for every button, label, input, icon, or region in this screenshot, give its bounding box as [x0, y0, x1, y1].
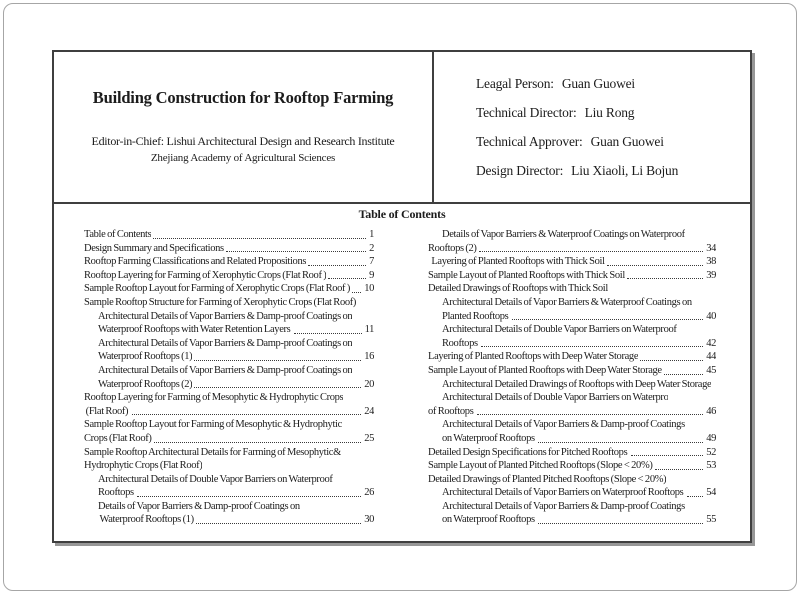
toc-entry: [428, 269, 716, 283]
credit-label: Technical Approver:: [476, 134, 583, 149]
editor-in-chief-line: Editor-in-Chief: Lishui Architectural Design and Research Institute: [91, 134, 395, 148]
toc-page-number: 34: [706, 242, 716, 254]
toc-dotted-leader: [538, 442, 703, 443]
toc-entry-text: Detailed Drawings of Planted Pitched Rooftops (Slope < 20%): [428, 473, 667, 485]
toc-entry: [84, 432, 374, 446]
toc-dotted-leader: [512, 319, 703, 320]
toc-entry-text: Architectural Details of Vapor Barriers & Damp-proof Coatings on: [98, 310, 353, 322]
toc-columns: [54, 228, 750, 527]
toc-page-number: 40: [706, 310, 716, 322]
toc-entry-text: Layering of Planted Rooftops with Deep Water Storage: [428, 351, 639, 363]
toc-entry: [84, 337, 374, 351]
toc-entry: [428, 432, 716, 446]
toc-entry: [84, 391, 374, 405]
toc-dotted-leader: [294, 333, 362, 334]
credit-row-legal-person: [476, 76, 750, 105]
toc-entry-text: Architectural Details of Vapor Barriers & Damp-proof Coatings: [442, 500, 685, 512]
toc-entry: [84, 418, 374, 432]
toc-dotted-leader: [481, 346, 703, 347]
toc-dotted-leader: [154, 442, 362, 443]
credit-row-design-director: [476, 163, 750, 192]
toc-entry: [428, 364, 716, 378]
toc-entry: [84, 255, 374, 269]
toc-entry-text: Rooftops: [442, 337, 480, 349]
toc-entry: [428, 296, 716, 310]
credit-label: Technical Director:: [476, 105, 577, 120]
toc-dotted-leader: [640, 360, 703, 361]
toc-entry: [84, 228, 374, 242]
toc-entry: [428, 282, 716, 296]
toc-dotted-leader: [308, 265, 366, 266]
credits-cell: [434, 52, 750, 202]
toc-entry: [428, 418, 716, 432]
toc-entry-text: Rooftop Farming Classifications and Related Propositions: [84, 256, 307, 268]
toc-entry-text: Sample Layout of Planted Pitched Rooftops (Slope < 20%): [428, 460, 653, 472]
credit-value: Liu Xiaoli, Li Bojun: [571, 163, 679, 178]
toc-column-left: [84, 228, 374, 527]
toc-entry-text: Architectural Details of Vapor Barriers & Damp-proof Coatings: [442, 419, 685, 431]
toc-dotted-leader: [194, 360, 361, 361]
toc-entry: [428, 337, 716, 351]
toc-page-number: 20: [364, 378, 374, 390]
toc-entry: [428, 500, 716, 514]
toc-entry: [84, 269, 374, 283]
toc-entry-text: Hydrophytic Crops (Flat Roof): [84, 460, 203, 472]
toc-entry: [428, 228, 716, 242]
toc-entry: [84, 473, 374, 487]
toc-page-number: 26: [364, 487, 374, 499]
toc-page-number: 42: [706, 337, 716, 349]
toc-entry-text: on Waterproof Rooftops: [442, 514, 537, 526]
institute-line: Zhejiang Academy of Agricultural Sciences: [150, 152, 336, 164]
toc-entry: [428, 242, 716, 256]
toc-page-number: 54: [706, 487, 716, 499]
toc-page-number: 39: [706, 269, 716, 281]
toc-entry-text: of Rooftops: [428, 405, 476, 417]
title-block-row: [54, 52, 750, 204]
toc-entry: [428, 513, 716, 527]
toc-entry: [84, 310, 374, 324]
credit-row-technical-approver: [476, 134, 750, 163]
toc-entry: [428, 378, 716, 392]
toc-entry-text: on Waterproof Rooftops: [442, 432, 537, 444]
toc-dotted-leader: [538, 523, 703, 524]
credit-row-technical-director: [476, 105, 750, 134]
toc-entry: [84, 364, 374, 378]
toc-column-right: [428, 228, 716, 527]
toc-entry-text: Architectural Details of Double Vapor Barriers on Waterproof: [98, 473, 333, 485]
toc-entry-text: Sample Rooftop Architectural Details for Farming of Mesophytic&: [84, 446, 341, 458]
toc-entry-text: Architectural Details of Vapor Barriers & Damp-proof Coatings on: [98, 337, 353, 349]
toc-dotted-leader: [607, 265, 704, 266]
toc-entry-text: Detailed Drawings of Rooftops with Thick Soil: [428, 283, 608, 295]
toc-dotted-leader: [631, 455, 703, 456]
toc-page-number: 38: [706, 256, 716, 268]
toc-entry-text: Waterproof Rooftops (1): [98, 351, 193, 363]
toc-entry: [428, 486, 716, 500]
toc-page-number: 7: [369, 256, 374, 268]
toc-entry-text: Detailed Design Specifications for Pitched Rooftops: [428, 446, 629, 458]
toc-dotted-leader: [194, 387, 361, 388]
toc-page-number: 2: [369, 242, 374, 254]
toc-entry-text: Sample Layout of Planted Rooftops with Thick Soil: [428, 269, 625, 281]
credit-label: Design Director:: [476, 163, 564, 178]
toc-entry: [84, 500, 374, 514]
toc-page-number: 9: [369, 269, 374, 281]
toc-dotted-leader: [477, 414, 703, 415]
toc-entry: [84, 513, 374, 527]
credit-label: Leagal Person:: [476, 76, 554, 91]
toc-dotted-leader: [655, 469, 704, 470]
toc-entry: [428, 405, 716, 419]
toc-page-number: 16: [364, 351, 374, 363]
toc-page-number: 49: [706, 432, 716, 444]
toc-entry: [428, 446, 716, 460]
title-and-toc-sheet: [52, 50, 752, 543]
toc-entry-text: Layering of Planted Rooftops with Thick Soil: [428, 256, 605, 268]
toc-entry-text: Rooftops: [98, 487, 136, 499]
toc-entry-text: Architectural Details of Double Vapor Barriers on Waterpro: [442, 392, 669, 404]
credit-value: Liu Rong: [584, 105, 635, 120]
toc-entry-text: Design Summary and Specifications: [84, 242, 224, 254]
toc-page-number: 53: [706, 460, 716, 472]
toc-entry-text: Details of Vapor Barriers & Damp-proof Coatings on: [98, 500, 300, 512]
toc-entry-text: Architectural Details of Vapor Barriers & Damp-proof Coatings on: [98, 364, 353, 376]
toc-page-number: 52: [706, 446, 716, 458]
toc-entry: [428, 255, 716, 269]
toc-entry: [84, 378, 374, 392]
toc-heading: Table of Contents: [358, 207, 446, 221]
toc-page-number: 46: [706, 405, 716, 417]
toc-entry: [84, 486, 374, 500]
toc-entry: [428, 310, 716, 324]
toc-entry: [84, 242, 374, 256]
toc-entry-text: Crops (Flat Roof): [84, 432, 152, 444]
toc-entry-text: (Flat Roof): [84, 405, 130, 417]
toc-entry: [84, 350, 374, 364]
toc-entry-text: Rooftop Layering for Farming of Xerophytic Crops (Flat Roof ): [84, 269, 327, 281]
toc-entry-text: Architectural Detailed Drawings of Rooftops with Deep Water Storage: [442, 378, 712, 390]
toc-entry-text: Architectural Details of Vapor Barriers on Waterproof Rooftops: [442, 487, 686, 499]
toc-page-number: 25: [364, 432, 374, 444]
toc-entry-text: Sample Rooftop Layout for Farming of Mesophytic & Hydrophytic: [84, 419, 342, 431]
toc-page-number: 44: [706, 351, 716, 363]
toc-dotted-leader: [479, 251, 704, 252]
toc-page-number: 1: [369, 229, 374, 240]
toc-dotted-leader: [196, 523, 361, 524]
toc-entry-text: Architectural Details of Vapor Barriers & Waterproof Coatings on: [442, 296, 692, 308]
toc-entry-text: Waterproof Rooftops with Water Retention Layers: [98, 324, 293, 336]
toc-entry-text: Details of Vapor Barriers & Waterproof Coatings on Waterproof: [442, 229, 685, 240]
toc-entry: [84, 405, 374, 419]
toc-entry-text: Planted Rooftops: [442, 310, 511, 322]
toc-entry: [428, 350, 716, 364]
toc-entry-text: Sample Layout of Planted Rooftops with Deep Water Storage: [428, 364, 662, 376]
toc-page-number: 55: [706, 514, 716, 526]
credit-value: Guan Guowei: [590, 134, 664, 149]
toc-entry-text: Sample Rooftop Layout for Farming of Xerophytic Crops (Flat Roof ): [84, 283, 351, 295]
credit-value: Guan Guowei: [561, 76, 635, 91]
toc-dotted-leader: [153, 238, 366, 239]
toc-entry-text: Waterproof Rooftops (1): [98, 514, 194, 526]
toc-page-number: 45: [706, 364, 716, 376]
toc-page-number: 10: [364, 283, 374, 295]
toc-dotted-leader: [328, 278, 366, 279]
toc-entry-text: Rooftop Layering for Farming of Mesophytic & Hydrophytic Crops: [84, 392, 344, 404]
book-title: Building Construction for Rooftop Farming: [92, 88, 394, 107]
toc-entry: [84, 296, 374, 310]
toc-dotted-leader: [137, 496, 361, 497]
toc-entry: [84, 282, 374, 296]
toc-entry: [428, 391, 716, 405]
toc-entry-text: Sample Rooftop Structure for Farming of Xerophytic Crops (Flat Roof): [84, 296, 357, 308]
toc-entry: [84, 459, 374, 473]
toc-entry: [84, 323, 374, 337]
toc-dotted-leader: [687, 496, 703, 497]
toc-entry: [84, 446, 374, 460]
toc-entry-text: Waterproof Rooftops (2): [98, 378, 193, 390]
toc-entry-text: Table of Contents: [84, 229, 152, 240]
toc-dotted-leader: [132, 414, 361, 415]
toc-entry-text: Rooftops (2): [428, 242, 477, 254]
toc-entry: [428, 323, 716, 337]
table-of-contents-section: [54, 204, 750, 541]
toc-entry-text: Architectural Details of Double Vapor Barriers on Waterproof: [442, 324, 677, 336]
toc-dotted-leader: [352, 292, 361, 293]
toc-entry: [428, 473, 716, 487]
toc-dotted-leader: [226, 251, 366, 252]
title-cell: [54, 52, 434, 202]
toc-dotted-leader: [664, 374, 703, 375]
toc-page-number: 30: [364, 514, 374, 526]
toc-page-number: 11: [364, 324, 374, 336]
toc-dotted-leader: [627, 278, 703, 279]
toc-entry: [428, 459, 716, 473]
toc-page-number: 24: [364, 405, 374, 417]
